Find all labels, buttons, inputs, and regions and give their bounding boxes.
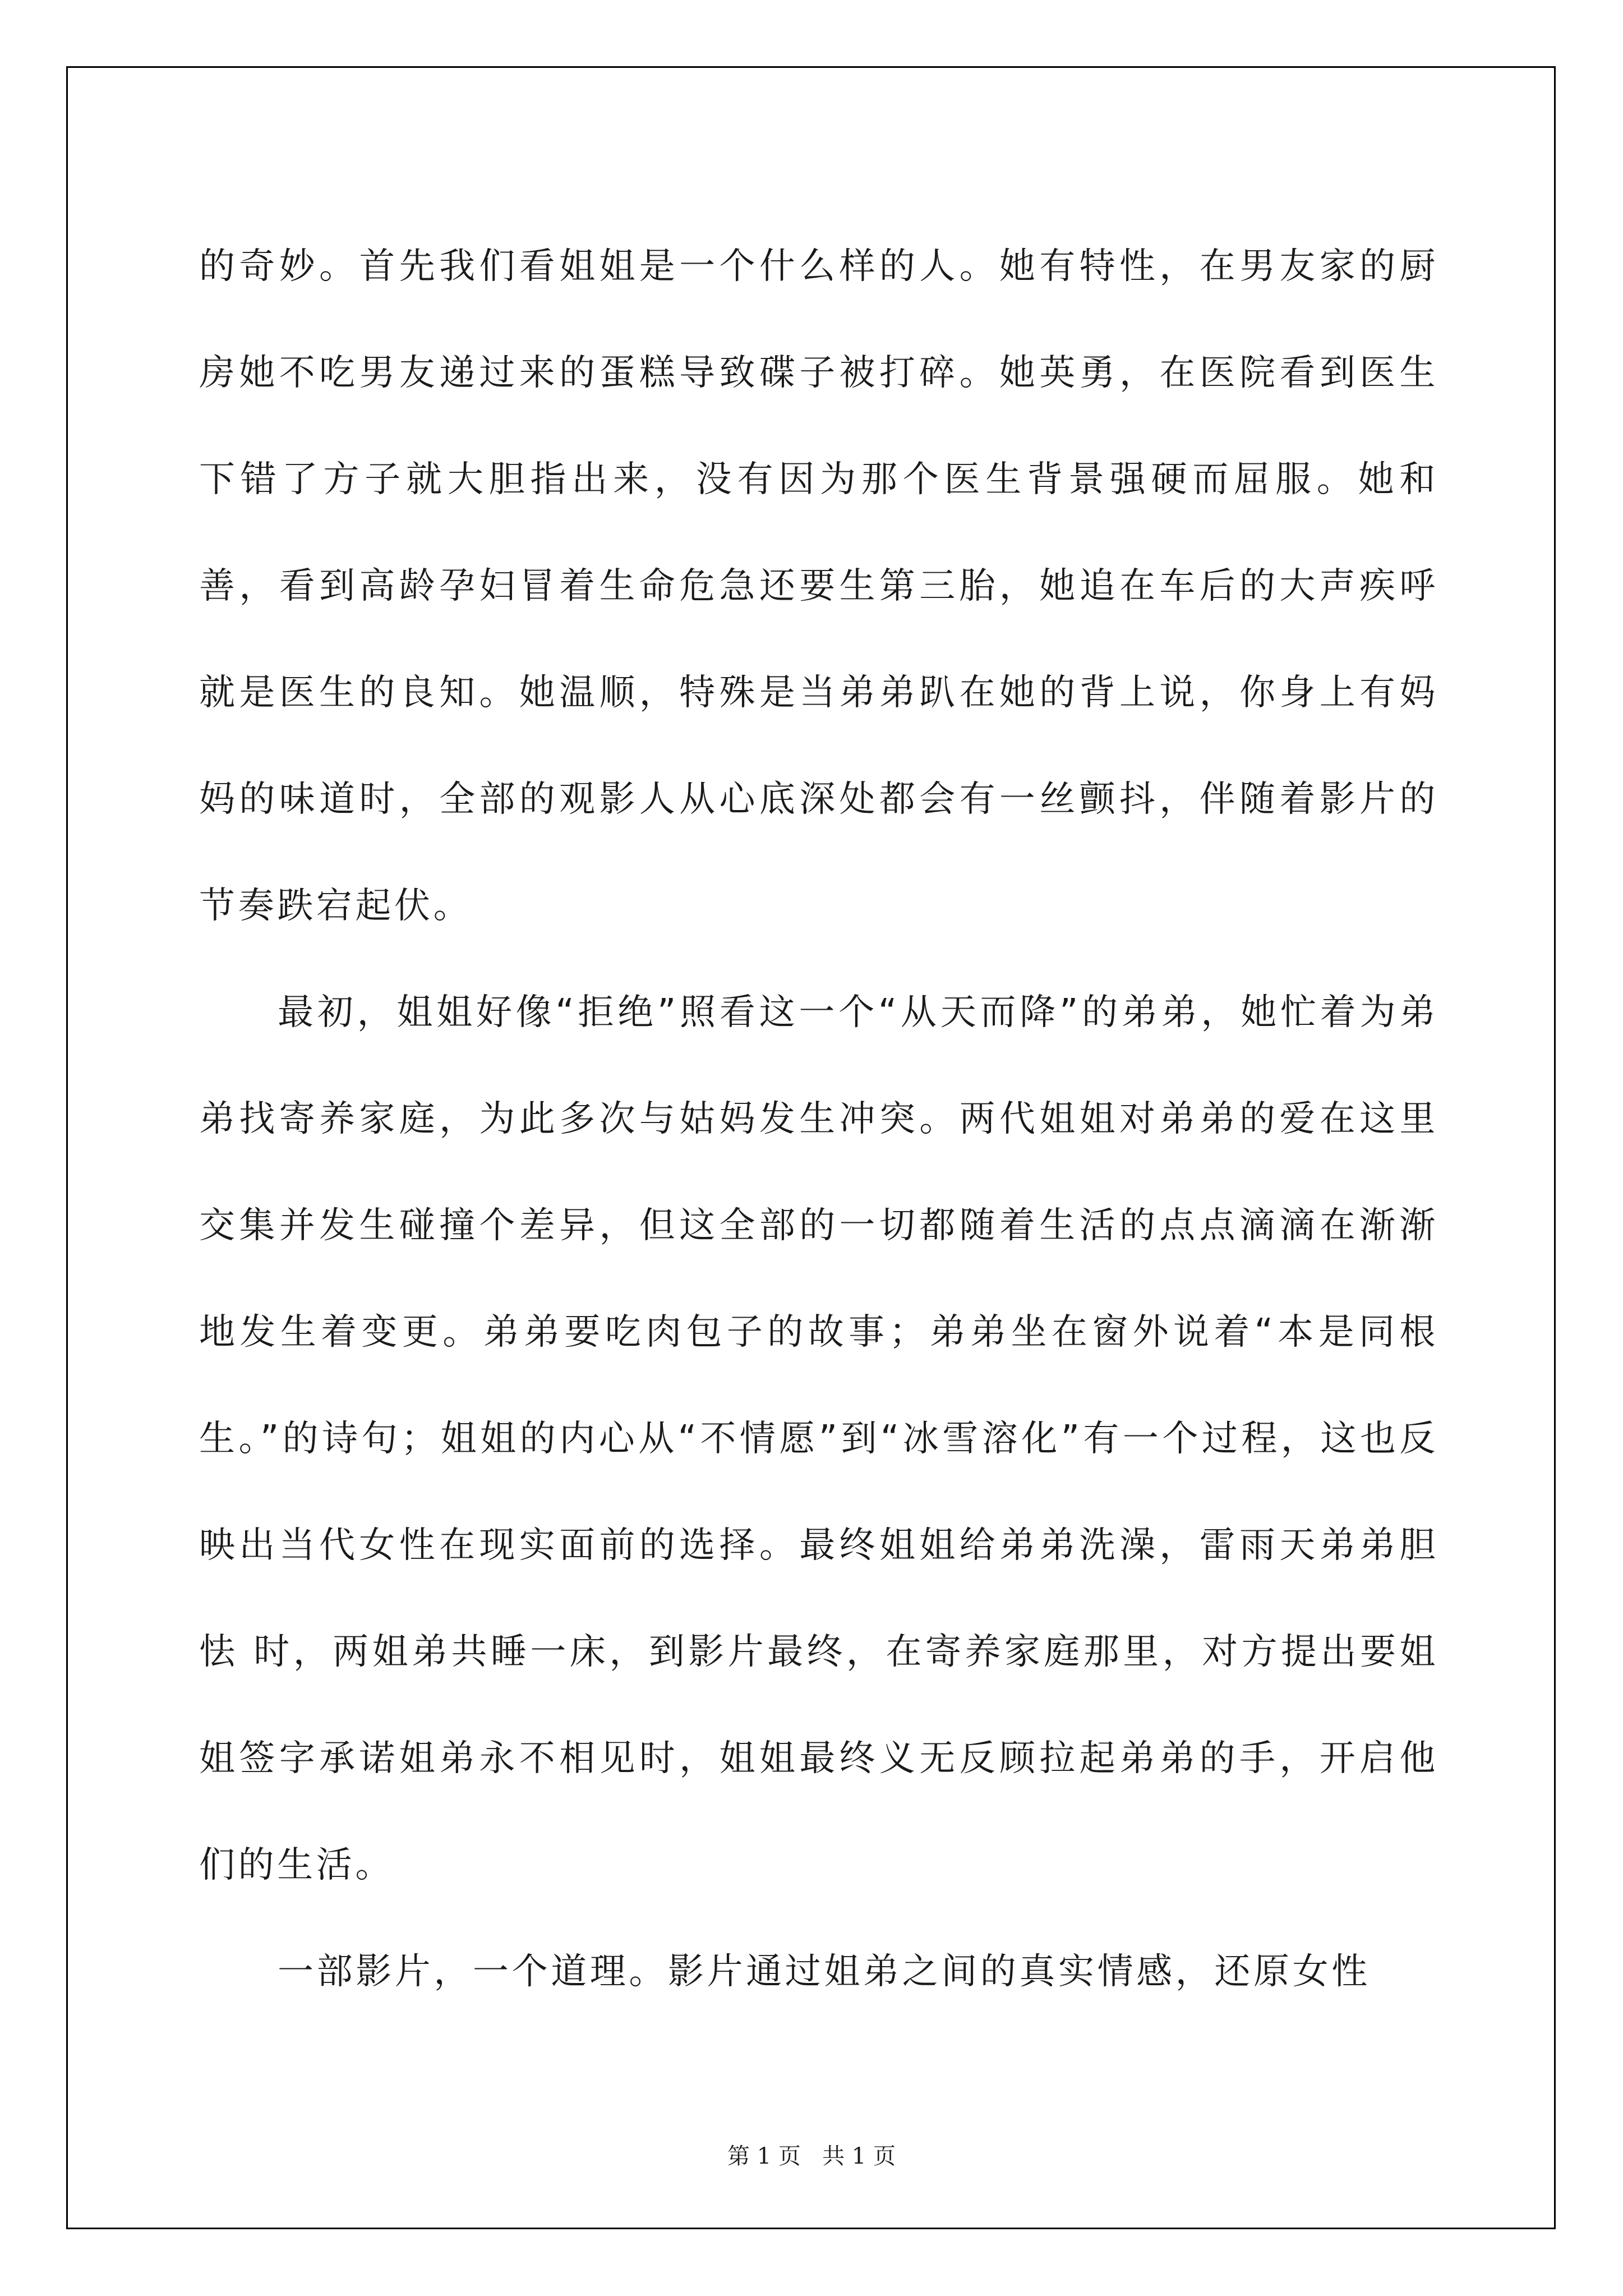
paragraph-1: 的奇妙。首先我们看姐姐是一个什么样的人。她有特性，在男友家的厨房她不吃男友递过来的蛋糕导致碟子被打碎。她英勇，在医院看到医生下错了方子就大胆指出来，没有因为那个医生背景强硬而屈服。她和善，看到高龄孕妇冒着生命危急还要生第三胎，她追在车后的大声疾呼就是医生的良知。她温顺，特殊是当弟弟趴在她的背上说，你身上有妈妈的味道时，全部的观影人从心底深处都会有一丝颤抖，伴随着影片的节奏跌宕起伏。 xyxy=(199,246,1438,927)
paragraph-3: 一部影片，一个道理。影片通过姐弟之间的真实情感，还原女性 xyxy=(278,1951,1371,1993)
paragraph-2: 最初，姐姐好像“拒绝”照看这一个“从天而降”的弟弟，她忙着为弟弟找寄养家庭，为此多次与姑妈发生冲突。两代姐姐对弟弟的爱在这里交集并发生碰撞个差异，但这全部的一切都随着生活的点点滴滴在渐渐地发生着变更。弟弟要吃肉包子的故事；弟弟坐在窗外说着“本是同根生。”的诗句；姐姐的内心从“不情愿”到“冰雪溶化”有一个过程，这也反映出当代女性在现实面前的选择。最终姐姐给弟弟洗澡，雷雨天弟弟胆怯 时，两姐弟共睡一床，到影片最终，在寄养家庭那里，对方提出要姐姐签字承诺姐弟永不相见时，姐姐最终义无反顾拉起弟弟的手，开启他们的生活。 xyxy=(199,992,1438,1886)
document-body xyxy=(199,213,1438,2025)
page-number-footer: 第 1 页 共 1 页 xyxy=(727,2143,896,2169)
